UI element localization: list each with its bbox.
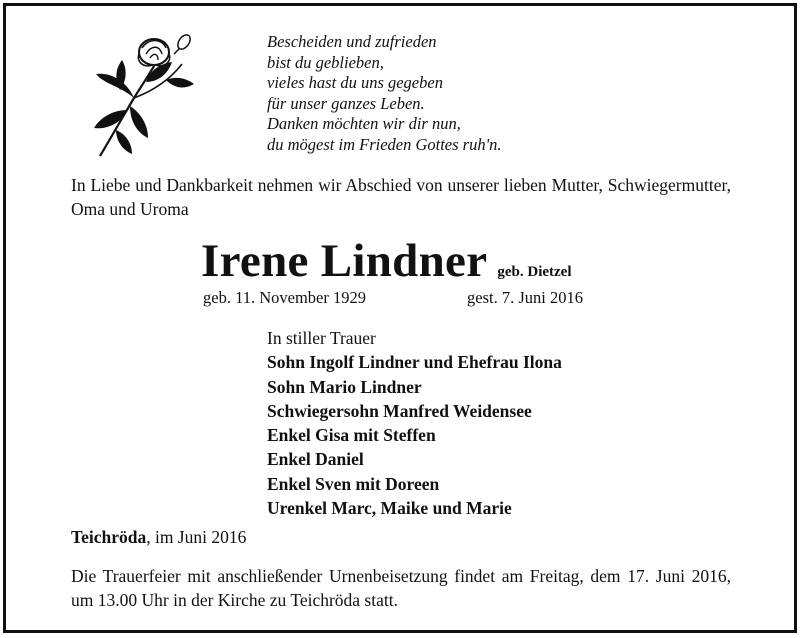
mourner: Schwiegersohn Manfred Weidensee [267,400,532,421]
deceased-name: Irene Lindner [201,235,488,287]
mourner: Sohn Ingolf Lindner und Ehefrau Ilona [267,352,562,373]
mourner: Sohn Mario Lindner [267,376,422,397]
poem-line: vieles hast du uns gegeben [267,73,443,93]
poem-line: Bescheiden und zufrieden [267,32,437,51]
mourners-block [267,326,562,520]
rose-icon [90,26,200,158]
funeral-info: Die Trauerfeier mit anschließender Urnenbeisetzung findet am Freitag, dem 17. Juni 2016, um 13.00 Uhr in der Kirche zu Teichröda statt. [71,566,731,610]
poem-line: bist du geblieben, [267,52,384,72]
place-date [71,527,246,548]
mourner: Enkel Gisa mit Steffen [267,425,436,446]
mourner: Urenkel Marc, Maike und Marie [267,498,512,519]
poem-line: du mögest im Frieden Gottes ruh'n. [267,134,502,154]
poem-line: für unser ganzes Leben. [267,93,425,113]
death-date: gest. 7. Juni 2016 [467,288,583,307]
place-town: Teichröda [71,527,147,547]
mourners-heading: In stiller Trauer [267,328,376,348]
deceased-name-line [201,234,572,288]
birth-date: geb. 11. November 1929 [203,288,366,307]
intro-text: In Liebe und Dankbarkeit nehmen wir Abschied von unserer lieben Mutter, Schwiegermutter, Oma und Uroma [71,175,731,219]
poem [267,32,502,156]
poem-line: Danken möchten wir dir nun, [267,114,461,134]
birth-name: geb. Dietzel [497,264,572,280]
mourner: Enkel Sven mit Doreen [267,473,440,494]
place-date-text: , im Juni 2016 [146,527,247,547]
mourner: Enkel Daniel [267,449,364,470]
